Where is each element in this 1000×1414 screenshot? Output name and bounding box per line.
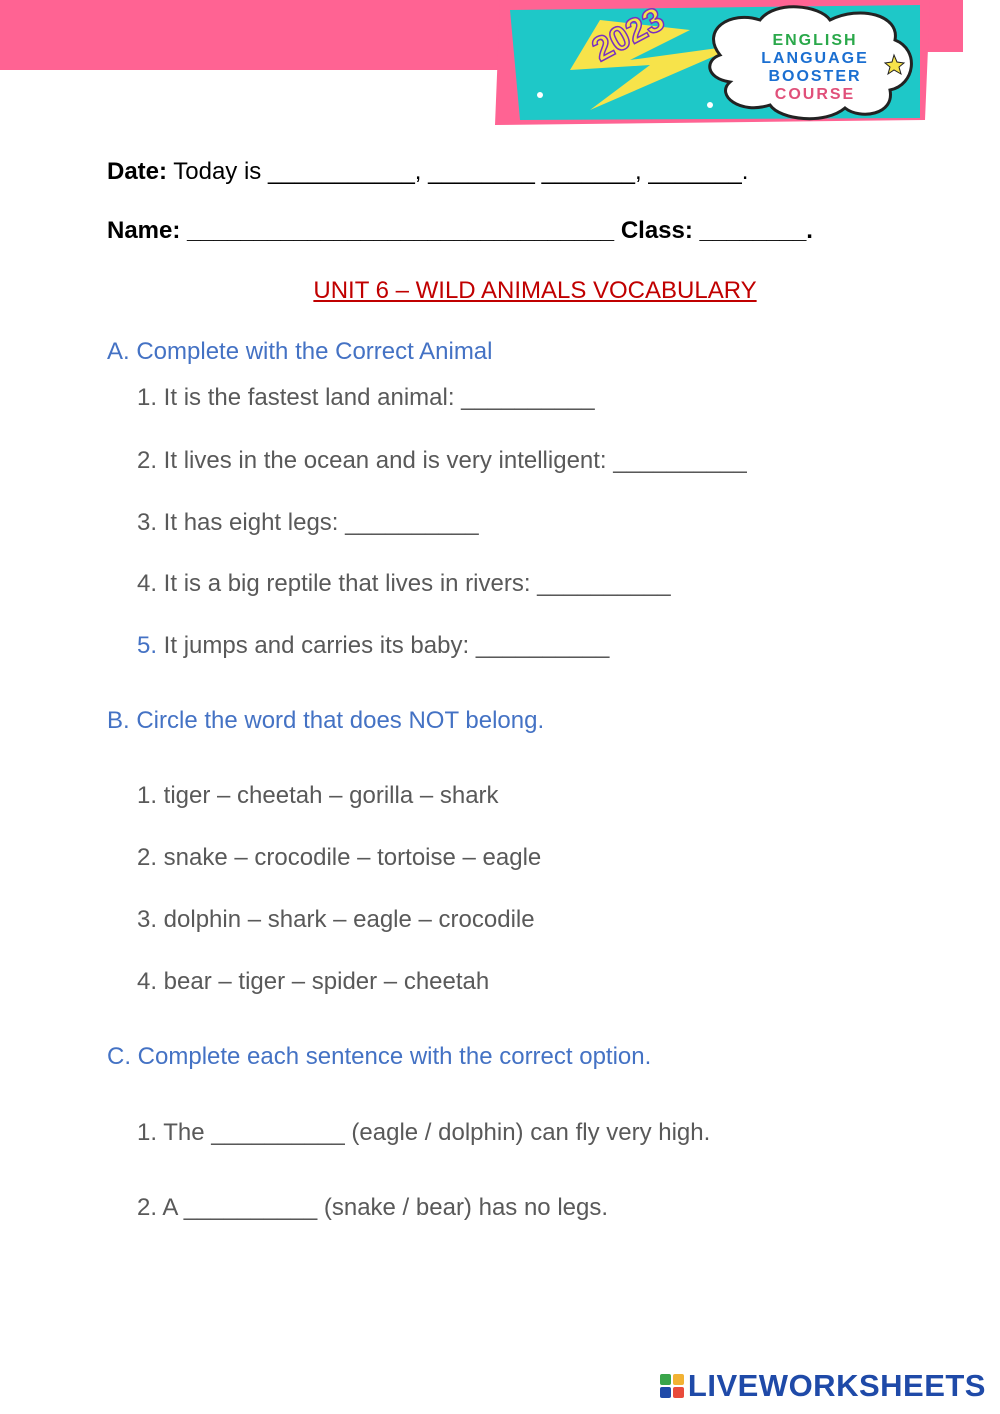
banner-line-3: BOOSTER — [768, 68, 862, 85]
section-a-heading: A. Complete with the Correct Animal — [107, 338, 493, 365]
item-text[interactable]: It lives in the ocean and is very intelligent: __________ — [157, 447, 747, 474]
item-number: 3. — [137, 509, 158, 536]
section-a-item-5 — [137, 632, 609, 660]
name-line — [107, 217, 813, 245]
item-text[interactable]: It is the fastest land animal: __________ — [157, 384, 595, 411]
item-text[interactable]: tiger – cheetah – gorilla – shark — [157, 782, 499, 809]
section-a-item-3 — [137, 509, 479, 537]
section-b-item-2 — [137, 844, 541, 872]
banner-line-1: ENGLISH — [772, 32, 858, 49]
date-line — [107, 158, 748, 186]
item-number: 1. — [137, 782, 158, 809]
item-number: 2. — [137, 844, 158, 871]
item-text[interactable]: dolphin – shark – eagle – crocodile — [157, 906, 535, 933]
item-number: 2. — [137, 1194, 158, 1221]
section-b-heading: B. Circle the word that does NOT belong. — [107, 707, 545, 734]
item-number: 4. — [137, 570, 158, 597]
item-text[interactable]: A __________ (snake / bear) has no legs. — [157, 1194, 609, 1221]
liveworksheets-logo — [660, 1368, 986, 1404]
item-number: 2. — [137, 447, 158, 474]
item-text[interactable]: bear – tiger – spider – cheetah — [157, 968, 490, 995]
section-b-item-1 — [137, 782, 499, 810]
date-blanks[interactable]: Today is ___________, ________ _______, _______. — [167, 158, 749, 185]
banner-line-4: COURSE — [774, 86, 856, 103]
section-c-heading: C. Complete each sentence with the correct option. — [107, 1043, 652, 1070]
item-text[interactable]: The __________ (eagle / dolphin) can fly very high. — [157, 1119, 711, 1146]
item-number: 1. — [137, 384, 158, 411]
class-field[interactable]: Class: ________. — [614, 217, 813, 244]
logo-text: LIVEWORKSHEETS — [687, 1368, 986, 1403]
item-number: 1. — [137, 1119, 158, 1146]
item-text[interactable]: It jumps and carries its baby: __________ — [157, 632, 610, 659]
section-a-item-4 — [137, 570, 671, 598]
item-text[interactable]: It has eight legs: __________ — [157, 509, 479, 536]
section-c-item-1 — [137, 1119, 710, 1147]
name-blank[interactable]: ________________________________ — [187, 217, 615, 244]
banner-line-2: LANGUAGE — [761, 50, 869, 67]
item-number: 4. — [137, 968, 158, 995]
section-a-item-1 — [137, 384, 595, 412]
date-label: Date: — [107, 158, 168, 185]
section-b-item-3 — [137, 906, 535, 934]
section-a-item-2 — [137, 447, 747, 475]
worksheet-title: UNIT 6 – WILD ANIMALS VOCABULARY — [313, 277, 757, 304]
item-number: 3. — [137, 906, 158, 933]
top-pink-band — [0, 0, 520, 70]
liveworksheets-icon — [660, 1374, 684, 1398]
item-number: 5. — [137, 632, 158, 659]
section-b-item-4 — [137, 968, 489, 996]
banner-year: 2023 — [585, 0, 671, 70]
name-label: Name: — [107, 217, 188, 244]
item-text[interactable]: snake – crocodile – tortoise – eagle — [157, 844, 542, 871]
course-banner — [480, 0, 980, 150]
item-text[interactable]: It is a big reptile that lives in rivers: __________ — [157, 570, 671, 597]
section-c-item-2 — [137, 1194, 608, 1222]
